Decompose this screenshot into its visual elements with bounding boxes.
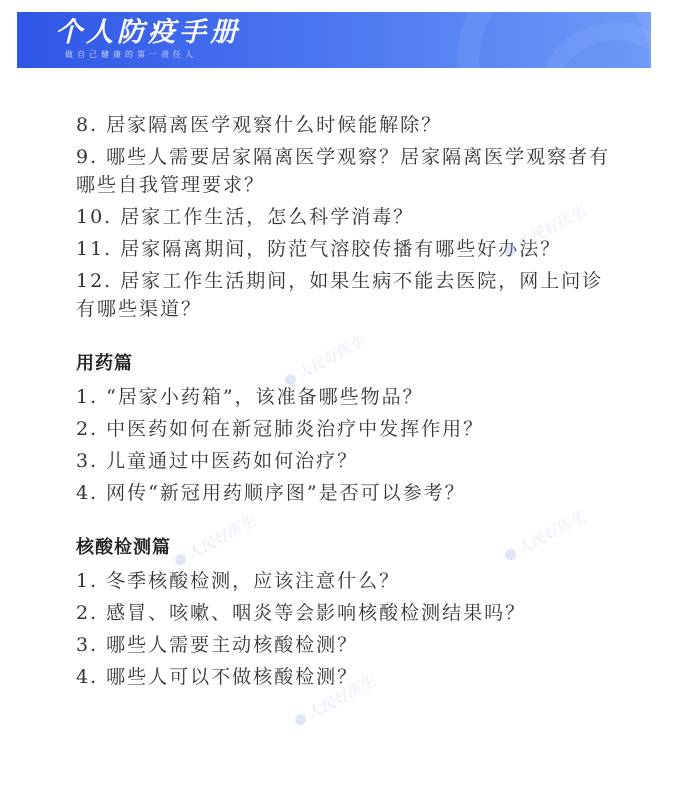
section-nucleic-test bbox=[76, 535, 616, 691]
question-item: 10. 居家工作生活，怎么科学消毒？ bbox=[76, 206, 415, 228]
question-item: 1. 冬季核酸检测，应该注意什么？ bbox=[76, 570, 401, 592]
question-item: 3. 儿童通过中医药如何治疗？ bbox=[76, 450, 359, 472]
question-item: 2. 感冒、咳嗽、咽炎等会影响核酸检测结果吗？ bbox=[76, 602, 527, 624]
watermark-text: 人民好医生 bbox=[513, 202, 589, 254]
section-heading: 用药篇 bbox=[76, 353, 133, 374]
watermark-text: 人民好医生 bbox=[293, 332, 369, 384]
watermark-logo-icon bbox=[293, 712, 308, 727]
banner-subtitle: 做自己健康的第一责任人 bbox=[65, 50, 197, 59]
section-heading: 核酸检测篇 bbox=[76, 537, 171, 558]
question-item: 3. 哪些人需要主动核酸检测？ bbox=[76, 634, 359, 656]
question-item: 8. 居家隔离医学观察什么时候能解除？ bbox=[76, 114, 443, 136]
question-item: 1. “居家小药箱”，该准备哪些物品？ bbox=[76, 386, 424, 408]
watermark-text: 人民好医生 bbox=[513, 507, 589, 559]
watermark-text: 人民好医生 bbox=[183, 512, 259, 564]
question-item: 11. 居家隔离期间，防范气溶胶传播有哪些好办法？ bbox=[76, 238, 562, 260]
question-item: 9. 哪些人需要居家隔离医学观察？居家隔离医学观察者有哪些自我管理要求？ bbox=[76, 146, 611, 196]
watermark-text: 人民好医生 bbox=[303, 672, 379, 724]
question-item: 4. 哪些人可以不做核酸检测？ bbox=[76, 666, 359, 688]
question-item: 12. 居家工作生活期间，如果生病不能去医院，网上问诊有哪些渠道？ bbox=[76, 270, 604, 320]
document-body bbox=[76, 111, 616, 695]
question-item: 4. 网传“新冠用药顺序图”是否可以参考？ bbox=[76, 482, 466, 504]
banner-title: 个人防疫手册 bbox=[55, 17, 241, 48]
header-banner bbox=[17, 12, 651, 68]
question-item: 2. 中医药如何在新冠肺炎治疗中发挥作用？ bbox=[76, 418, 485, 440]
section-medication bbox=[76, 351, 616, 507]
